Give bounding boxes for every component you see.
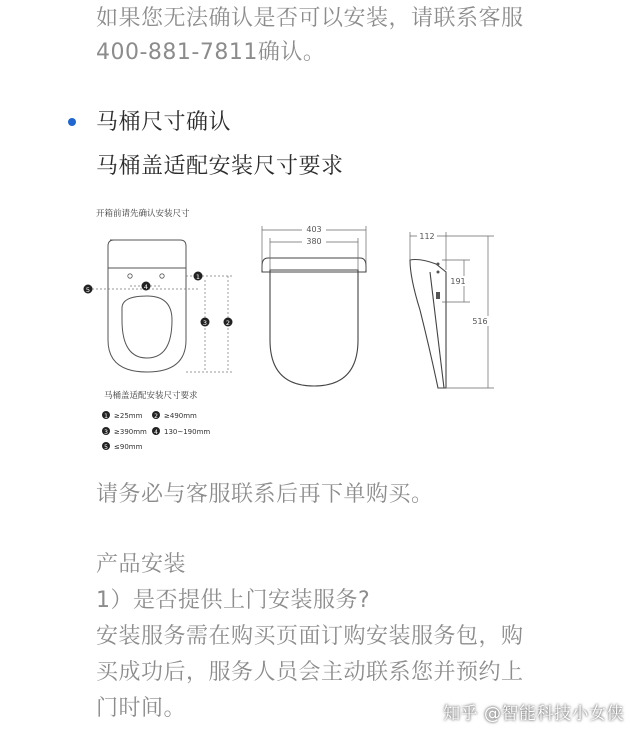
legend-item-4 (152, 427, 210, 436)
install-question: 1）是否提供上门安装服务? (96, 588, 371, 613)
intro-line-1: 如果您无法确认是否可以安装，请联系客服 (96, 6, 524, 31)
svg-text:5: 5 (104, 444, 108, 451)
dim-191: 191 (450, 277, 466, 286)
contact-notice: 请务必与客服联系后再下单购买。 (96, 482, 434, 507)
marker-5 (84, 285, 93, 295)
svg-text:3: 3 (104, 429, 108, 436)
svg-text:4: 4 (143, 283, 149, 291)
diagram-caption-top: 开箱前请先确认安装尺寸 (96, 209, 190, 219)
section-bullet (68, 118, 76, 126)
svg-text:1: 1 (195, 273, 201, 281)
seat-cover-view (262, 258, 366, 386)
marker-2 (224, 318, 233, 328)
marker-3 (201, 318, 210, 328)
svg-text:2: 2 (225, 319, 231, 327)
svg-text:130~190mm: 130~190mm (164, 428, 211, 436)
legend-item-3 (102, 427, 147, 436)
dim-516: 516 (472, 317, 488, 326)
intro-phone-line: 400-881-7811确认。 (96, 40, 326, 65)
watermark: 知乎 @智能科技小女侠 (443, 704, 624, 724)
legend-item-5 (102, 442, 143, 451)
install-answer-line-2: 买成功后，服务人员会主动联系您并预约上 (96, 660, 524, 685)
svg-text:≥490mm: ≥490mm (164, 412, 197, 420)
install-answer-line-1: 安装服务需在购买页面订购安装服务包，购 (96, 624, 524, 649)
dim-380: 380 (306, 237, 322, 246)
svg-text:2: 2 (154, 413, 158, 420)
diagram-caption-bottom: 马桶盖适配安装尺寸要求 (104, 391, 198, 401)
install-heading: 产品安装 (96, 552, 187, 577)
svg-text:≤90mm: ≤90mm (114, 443, 143, 451)
svg-text:1: 1 (104, 413, 108, 420)
section-subtitle: 马桶盖适配安装尺寸要求 (96, 154, 344, 179)
height-dimension-lines (410, 232, 494, 388)
section-title: 马桶尺寸确认 (96, 110, 232, 135)
dim-112: 112 (419, 232, 435, 241)
top-view-seat (108, 240, 186, 372)
install-answer-line-3: 门时间。 (96, 696, 187, 721)
svg-text:5: 5 (85, 286, 91, 294)
svg-text:≥25mm: ≥25mm (114, 412, 143, 420)
svg-text:≥390mm: ≥390mm (114, 428, 147, 436)
side-view-ports (436, 263, 440, 300)
svg-text:4: 4 (154, 429, 158, 436)
toilet-dimension-diagram (0, 200, 640, 460)
legend-item-1 (102, 411, 143, 420)
dim-403: 403 (306, 225, 322, 234)
marker-1 (194, 272, 203, 282)
svg-text:3: 3 (202, 319, 208, 327)
legend-item-2 (152, 411, 197, 420)
side-view (410, 260, 446, 389)
